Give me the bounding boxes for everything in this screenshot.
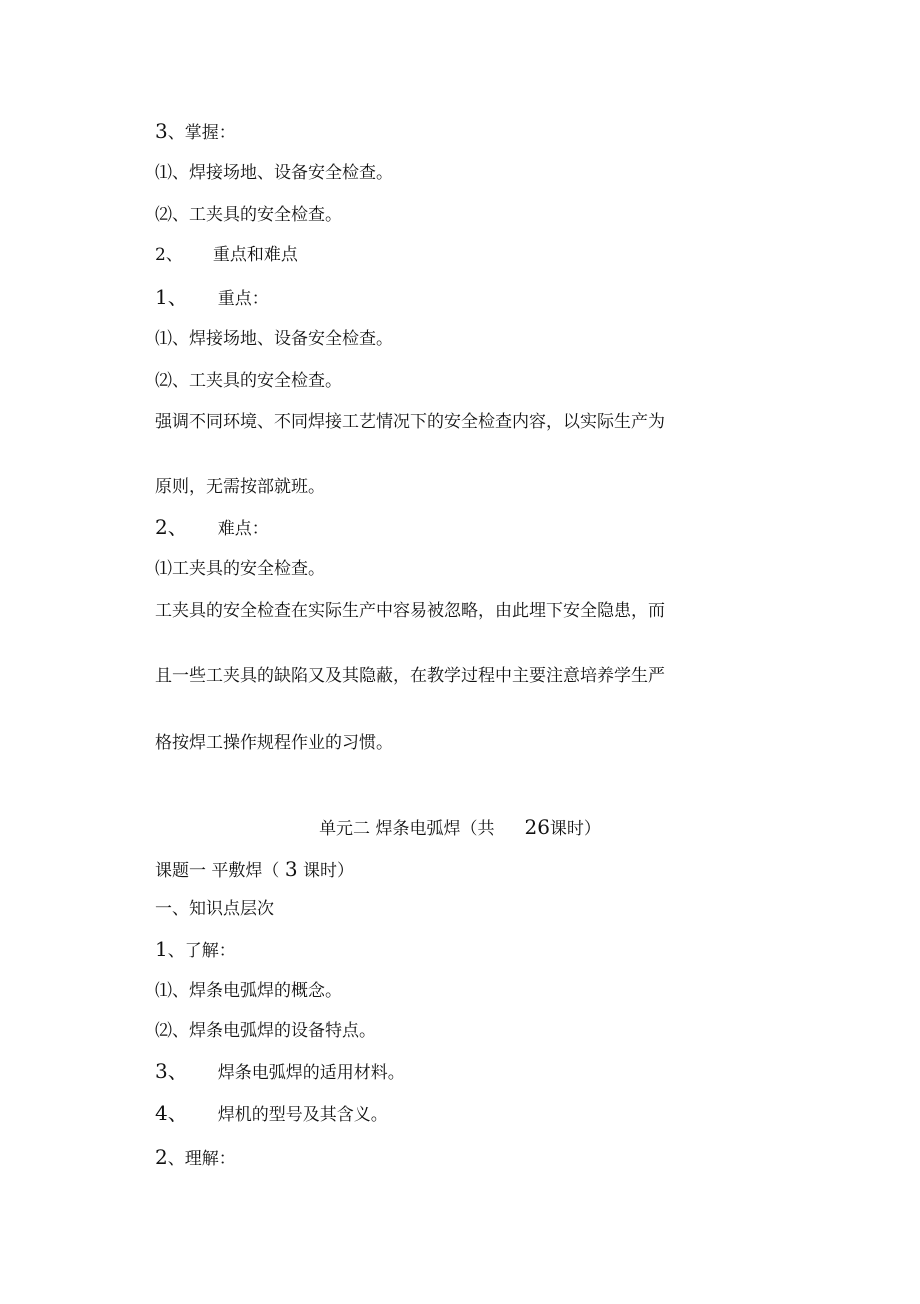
list-number: 1 (155, 937, 168, 961)
lesson-title-prefix: 课题一 平敷焊（ (155, 861, 280, 881)
lesson-title (155, 858, 354, 882)
list-heading (155, 1146, 236, 1170)
section-heading (155, 244, 298, 266)
list-item (155, 1102, 388, 1126)
item-text: 焊条电弧焊的适用材料。 (217, 1063, 405, 1083)
list-item: ⑴、焊接场地、设备安全检查。 (155, 329, 393, 349)
list-number: 4、 (155, 1101, 188, 1125)
section-heading: 一、知识点层次 (155, 899, 274, 919)
list-number: 2 (155, 1145, 168, 1169)
list-item: ⑵、工夹具的安全检查。 (155, 371, 342, 391)
list-number: 2、 (155, 245, 183, 265)
heading-text: 、理解： (167, 1149, 236, 1169)
list-item: ⑴、焊条电弧焊的概念。 (155, 981, 342, 1001)
list-item: ⑵、焊条电弧焊的设备特点。 (155, 1021, 376, 1041)
list-heading (155, 516, 269, 540)
list-item: ⑴、焊接场地、设备安全检查。 (155, 163, 393, 183)
list-number: 2、 (155, 515, 188, 539)
unit-title-prefix: 单元二 焊条电弧焊（共 (319, 819, 495, 839)
heading-text: 、掌握： (167, 123, 236, 143)
list-heading (155, 286, 269, 310)
list-item: ⑵、工夹具的安全检查。 (155, 205, 342, 225)
paragraph: 且一些工夹具的缺陷又及其隐蔽，在教学过程中主要注意培养学生严 (155, 666, 665, 686)
paragraph: 工夹具的安全检查在实际生产中容易被忽略，由此埋下安全隐患，而 (155, 601, 665, 621)
heading-text: 、了解： (167, 941, 236, 961)
unit-title-suffix: 课时） (549, 819, 601, 839)
list-number: 3、 (155, 1059, 188, 1083)
paragraph: 格按焊工操作规程作业的习惯。 (155, 733, 393, 753)
list-number: 3 (155, 119, 168, 143)
item-text: 焊机的型号及其含义。 (217, 1105, 388, 1125)
heading-text: 重点： (217, 289, 269, 309)
list-number: 1、 (155, 285, 188, 309)
paragraph: 强调不同环境、不同焊接工艺情况下的安全检查内容，以实际生产为 (155, 412, 665, 432)
heading-text: 重点和难点 (212, 245, 298, 265)
unit-title (0, 816, 920, 840)
list-heading (155, 938, 236, 962)
lesson-title-hours: 3 (284, 857, 298, 881)
unit-title-hours: 26 (524, 815, 550, 839)
list-item (155, 1060, 405, 1084)
heading-text: 难点： (217, 519, 269, 539)
paragraph: 原则，无需按部就班。 (155, 477, 325, 497)
list-item: ⑴工夹具的安全检查。 (155, 559, 325, 579)
list-heading (155, 120, 236, 144)
lesson-title-suffix: 课时） (302, 861, 354, 881)
